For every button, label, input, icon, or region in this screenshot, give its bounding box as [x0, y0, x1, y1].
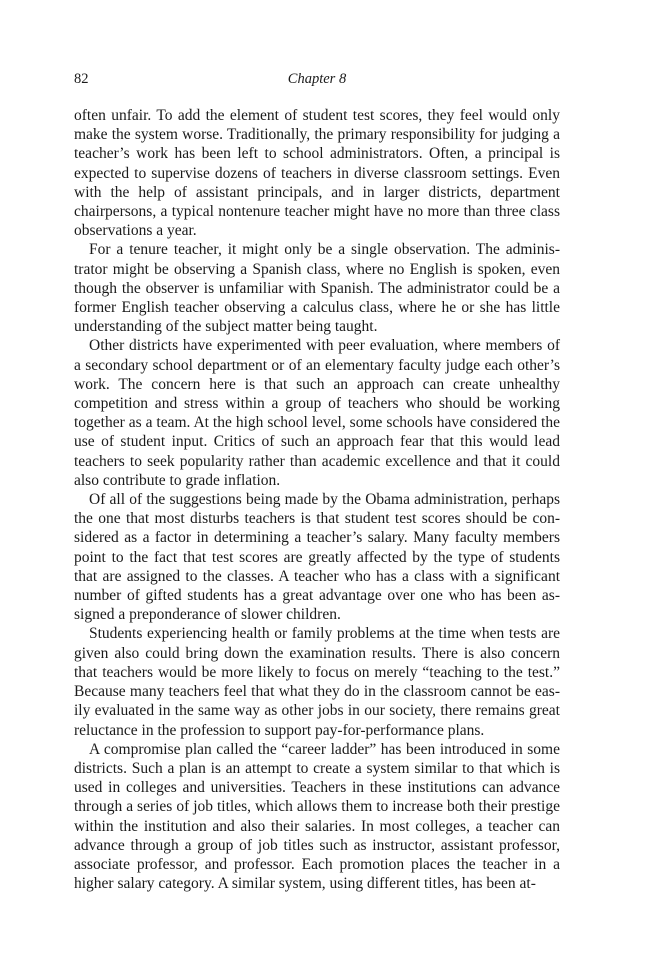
body-text [74, 106, 560, 893]
paragraph: Of all of the suggestions being made by the Obama administration, perhaps the one that most disturbs teachers is that student test scores should be considered as a factor in determining a teacher’s salary. Many faculty members point to the fact that test scores are greatly affected by the type of students that are assigned to the classes. A teacher who has a class with a significant number of gifted students has a great advantage over one who has been assigned a preponderance of slower children. [74, 491, 560, 624]
page-number: 82 [74, 71, 89, 87]
paragraph: Other districts have experimented with peer evaluation, where members of a secondary school department or of an elementary faculty judge each other’s work. The concern here is that such an approach can create unhealthy competition and stress within a group of teachers who should be working together as a team. At the high school level, some schools have considered the use of student input. Critics of such an approach fear that this would lead teachers to seek popularity rather than academic excellence and that it could also contribute to grade inflation. [74, 337, 560, 489]
paragraph: often unfair. To add the element of student test scores, they feel would only make the system worse. Traditionally, the primary responsibility for judging a teacher’s work has been left to school administrators. Often, a principal is expected to supervise dozens of teachers in diverse classroom settings. Even with the help of assistant principals, and in larger districts, department chairpersons, a typical nontenure teacher might have no more than three class observations a year. [74, 107, 560, 240]
paragraph: A compromise plan called the “career ladder” has been introduced in some districts. Such a plan is an attempt to create a system similar to that which is used in colleges and universities. Teachers in these institutions can advance through a series of job titles, which allows them to increase both their prestige within the institution and also their salaries. In most colleges, a teacher can advance through a group of job titles such as instructor, assistant professor, associate professor, and professor. Each promotion places the teacher in a higher salary category. A similar system, using different titles, has been at- [74, 740, 560, 893]
running-head [74, 69, 560, 89]
chapter-label: Chapter 8 [287, 71, 347, 87]
paragraph: Students experiencing health or family problems at the time when tests are given also could bring down the examination results. There is also concern that teachers would be more likely to focus on merely “teaching to the test.” Because many teachers feel that what they do in the classroom cannot be easily evaluated in the same way as other jobs in our society, there remains great reluctance in the profession to support pay-for-performance plans. [74, 625, 560, 739]
paragraph: For a tenure teacher, it might only be a single observation. The administrator might be observing a Spanish class, where no English is spoken, even though the observer is unfamiliar with Spanish. The administrator could be a former English teacher observing a calculus class, where he or she has little understanding of the subject matter being taught. [74, 241, 560, 336]
